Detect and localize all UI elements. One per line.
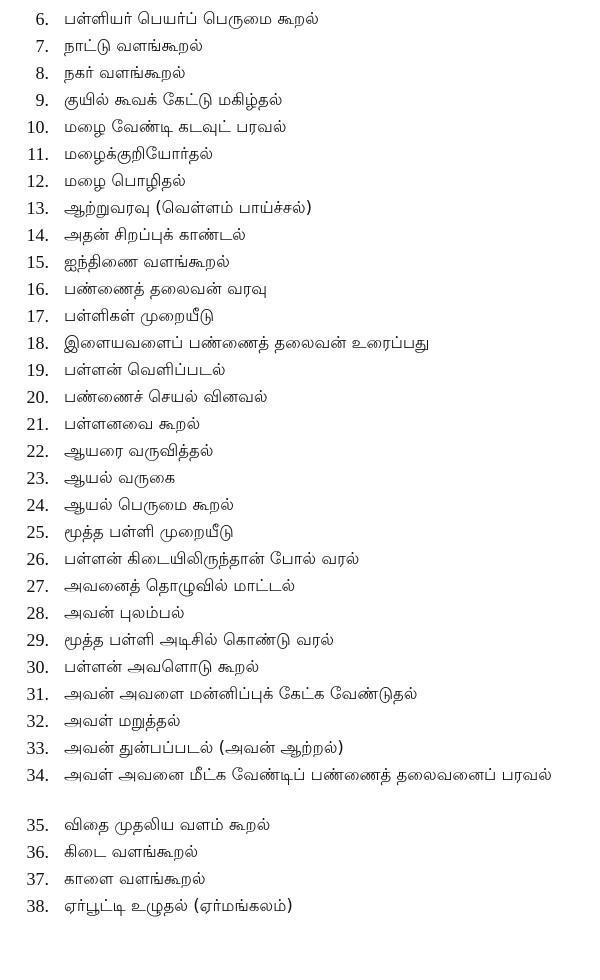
- item-number: 35.: [26, 815, 49, 835]
- list-item: [0, 492, 600, 519]
- list-item: [0, 303, 600, 330]
- list-item: [0, 893, 600, 920]
- item-text: விதை முதலிய வளம் கூறல்: [64, 815, 271, 834]
- numbered-list: [0, 6, 600, 920]
- item-number: 27.: [26, 576, 49, 596]
- list-item: [0, 519, 600, 546]
- list-item: [0, 762, 600, 812]
- list-item: [0, 222, 600, 249]
- item-text: பள்ளன் வெளிப்படல்: [64, 360, 226, 379]
- list-item: [0, 330, 600, 357]
- item-number: 20.: [26, 387, 49, 407]
- item-number: 17.: [26, 306, 49, 326]
- list-item: [0, 195, 600, 222]
- item-number: 28.: [26, 603, 49, 623]
- list-item: [0, 33, 600, 60]
- item-number: 22.: [26, 441, 49, 461]
- item-number: 23.: [26, 468, 49, 488]
- list-item: [0, 465, 600, 492]
- item-number: 29.: [26, 630, 49, 650]
- item-number: 10.: [26, 117, 49, 137]
- item-number: 6.: [35, 9, 49, 29]
- item-text: மழை வேண்டி கடவுட் பரவல்: [64, 117, 287, 136]
- item-number: 30.: [26, 657, 49, 677]
- item-text: அவனைத் தொழுவில் மாட்டல்: [64, 576, 296, 595]
- item-number: 31.: [26, 684, 49, 704]
- item-number: 37.: [26, 869, 49, 889]
- item-number: 24.: [26, 495, 49, 515]
- item-number: 18.: [26, 333, 49, 353]
- list-item: [0, 627, 600, 654]
- list-item: [0, 114, 600, 141]
- list-item: [0, 708, 600, 735]
- list-item: [0, 87, 600, 114]
- item-text: பள்ளியர் பெயர்ப் பெருமை கூறல்: [64, 9, 319, 28]
- item-text: ஐந்திணை வளங்கூறல்: [64, 252, 230, 271]
- list-item: [0, 60, 600, 87]
- item-text: கிடை வளங்கூறல்: [64, 842, 199, 861]
- item-text: பள்ளன் அவளொடு கூறல்: [64, 657, 260, 676]
- item-number: 26.: [26, 549, 49, 569]
- item-text: மழைக்குறியோர்தல்: [64, 144, 214, 163]
- item-text: அவள் அவனை மீட்க வேண்டிப் பண்ணைத் தலைவனைப் பரவல்: [64, 765, 552, 784]
- item-text: அவன் அவளை மன்னிப்புக் கேட்க வேண்டுதல்: [64, 684, 418, 703]
- list-item: [0, 654, 600, 681]
- item-number: 9.: [35, 90, 49, 110]
- item-number: 19.: [26, 360, 49, 380]
- item-number: 15.: [26, 252, 49, 272]
- item-text: அவன் துன்பப்படல் (அவன் ஆற்றல்): [64, 738, 344, 757]
- item-number: 32.: [26, 711, 49, 731]
- list-item: [0, 600, 600, 627]
- item-text: மூத்த பள்ளி அடிசில் கொண்டு வரல்: [64, 630, 334, 649]
- list-item: [0, 357, 600, 384]
- item-text: இளையவளைப் பண்ணைத் தலைவன் உரைப்பது: [64, 333, 430, 352]
- item-text: ஏர்பூட்டி உழுதல் (ஏர்மங்கலம்): [64, 896, 293, 915]
- item-number: 11.: [27, 144, 49, 164]
- item-number: 38.: [26, 896, 49, 916]
- item-text: ஆயல் வருகை: [64, 468, 176, 487]
- list-item: [0, 866, 600, 893]
- item-text: ஆயல் பெருமை கூறல்: [64, 495, 234, 514]
- item-text: மழை பொழிதல்: [64, 171, 186, 190]
- item-number: 7.: [35, 36, 49, 56]
- list-item: [0, 411, 600, 438]
- list-item: [0, 6, 600, 33]
- list-item: [0, 812, 600, 839]
- item-number: 8.: [35, 63, 49, 83]
- item-number: 33.: [26, 738, 49, 758]
- item-number: 34.: [26, 765, 49, 785]
- list-item: [0, 735, 600, 762]
- item-text: நகர் வளங்கூறல்: [64, 63, 186, 82]
- item-text: மூத்த பள்ளி முறையீடு: [64, 522, 234, 541]
- list-item: [0, 249, 600, 276]
- item-text: பண்ணைத் தலைவன் வரவு: [64, 279, 268, 298]
- item-text: ஆயரை வருவித்தல்: [64, 441, 214, 460]
- list-item: [0, 573, 600, 600]
- item-text: காளை வளங்கூறல்: [64, 869, 206, 888]
- item-text: பள்ளனவை கூறல்: [64, 414, 201, 433]
- item-number: 16.: [26, 279, 49, 299]
- item-number: 21.: [26, 414, 49, 434]
- list-item: [0, 276, 600, 303]
- item-text: பள்ளிகள் முறையீடு: [64, 306, 215, 325]
- list-item: [0, 839, 600, 866]
- item-text: குயில் கூவக் கேட்டு மகிழ்தல்: [64, 90, 283, 109]
- item-text: பண்ணைச் செயல் வினவல்: [64, 387, 268, 406]
- item-text: நாட்டு வளங்கூறல்: [64, 36, 203, 55]
- list-item: [0, 681, 600, 708]
- item-text: அவன் புலம்பல்: [64, 603, 185, 622]
- item-number: 36.: [26, 842, 49, 862]
- list-item: [0, 438, 600, 465]
- item-number: 12.: [26, 171, 49, 191]
- list-item: [0, 384, 600, 411]
- list-item: [0, 141, 600, 168]
- item-text: பள்ளன் கிடையிலிருந்தான் போல் வரல்: [64, 549, 360, 568]
- item-text: அதன் சிறப்புக் காண்டல்: [64, 225, 246, 244]
- item-text: ஆற்றுவரவு (வெள்ளம் பாய்ச்சல்): [64, 198, 313, 217]
- list-item: [0, 168, 600, 195]
- list-item: [0, 546, 600, 573]
- item-number: 14.: [26, 225, 49, 245]
- item-number: 13.: [26, 198, 49, 218]
- item-text: அவள் மறுத்தல்: [64, 711, 181, 730]
- item-number: 25.: [26, 522, 49, 542]
